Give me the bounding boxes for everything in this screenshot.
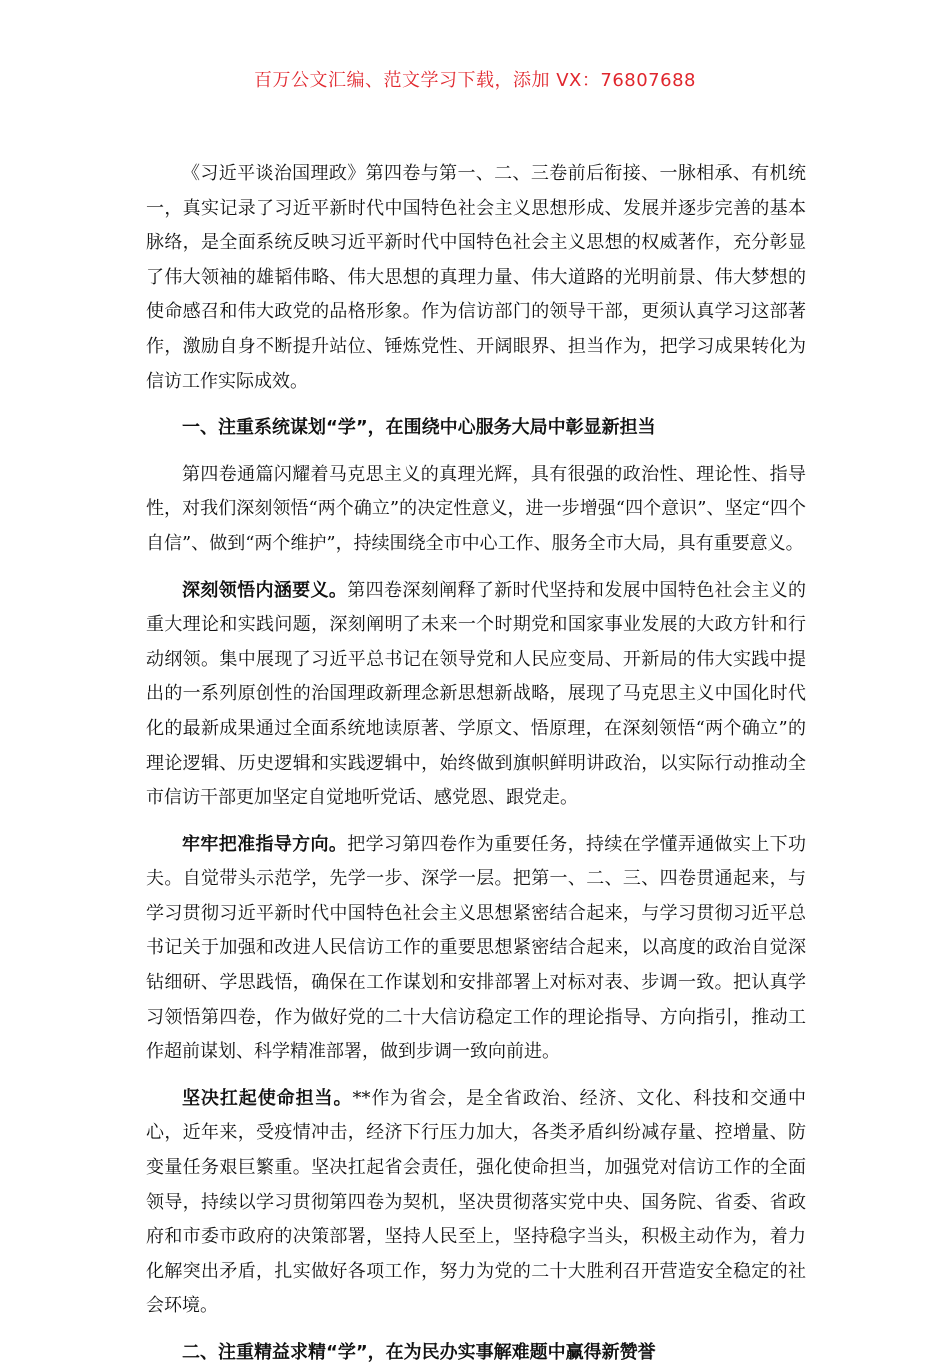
paragraph-text: 第四卷通篇闪耀着马克思主义的真理光辉，具有很强的政治性、理论性、指导性，对我们深刻领悟“两个确立”的决定性意义，进一步增强“四个意识”、坚定“四个自信”、做到“两个维护”，持续围绕全市中心工作、服务全市大局，具有重要意义。 — [146, 463, 806, 554]
paragraph-text: **作为省会，是全省政治、经济、文化、科技和交通中心，近年来，受疫情冲击，经济下行压力加大，各类矛盾纠纷减存量、控增量、防变量任务艰巨繁重。坚决扛起省会责任，强化使命担当，加强党对信访工作的全面领导，持续以学习贯彻第四卷为契机，坚决贯彻落实党中央、国务院、省委、省政府和市委市政府的决策部署，坚持人民至上，坚持稳字当头，积极主动作为，着力化解突出矛盾，扎实做好各项工作，努力为党的二十大胜利召开营造安全稳定的社会环境。 — [146, 1087, 806, 1317]
paragraph-text: 把学习第四卷作为重要任务，持续在学懂弄通做实上下功夫。自觉带头示范学，先学一步、深学一层。把第一、二、三、四卷贯通起来，与学习贯彻习近平新时代中国特色社会主义思想紧密结合起来，与学习贯彻习近平总书记关于加强和改进人民信访工作的重要思想紧密结合起来，以高度的政治自觉深钻细研、学思践悟，确保在工作谋划和安排部署上对标对表、步调一致。把认真学习领悟第四卷，作为做好党的二十大信访稳定工作的理论指导、方向指引，推动工作超前谋划、科学精准部署，做到步调一致向前进。 — [146, 833, 807, 1063]
section-heading-2: 二、注重精益求精“学”，在为民办实事解难题中赢得新赞誉 — [182, 1342, 656, 1363]
section-1-intro-paragraph — [146, 458, 806, 562]
point-paragraph-1 — [146, 574, 806, 816]
intro-paragraph — [146, 157, 806, 399]
point-lead: 深刻领悟内涵要义。 — [182, 579, 348, 601]
point-paragraph-2 — [146, 828, 806, 1070]
document-body — [146, 157, 806, 1371]
section-heading-1: 一、注重系统谋划“学”，在围绕中心服务大局中彰显新担当 — [182, 417, 656, 439]
point-lead: 牢牢把准指导方向。 — [182, 833, 348, 855]
point-lead: 坚决扛起使命担当。 — [182, 1087, 353, 1109]
point-paragraph-3 — [146, 1082, 806, 1324]
paragraph-text: 《习近平谈治国理政》第四卷与第一、二、三卷前后衔接、一脉相承、有机统一，真实记录了习近平新时代中国特色社会主义思想形成、发展并逐步完善的基本脉络，是全面系统反映习近平新时代中国特色社会主义思想的权威著作，充分彰显了伟大领袖的雄韬伟略、伟大思想的真理力量、伟大道路的光明前景、伟大梦想的使命感召和伟大政党的品格形象。作为信访部门的领导干部，更须认真学习这部著作，激励自身不断提升站位、锤炼党性、开阔眼界、担当作为，把学习成果转化为信访工作实际成效。 — [146, 163, 806, 392]
paragraph-text: 第四卷深刻阐释了新时代坚持和发展中国特色社会主义的重大理论和实践问题，深刻阐明了未来一个时期党和国家事业发展的大政方针和行动纲领。集中展现了习近平总书记在领导党和人民应变局、开新局的伟大实践中提出的一系列原创性的治国理政新理念新思想新战略，展现了马克思主义中国化时代化的最新成果通过全面系统地读原著、学原文、悟原理，在深刻领悟“两个确立”的理论逻辑、历史逻辑和实践逻辑中，始终做到旗帜鲜明讲政治，以实际行动推动全市信访干部更加坚定自觉地听党话、感党恩、跟党走。 — [146, 579, 807, 809]
watermark-header: 百万公文汇编、范文学习下载，添加 VX：76807688 — [254, 70, 696, 91]
